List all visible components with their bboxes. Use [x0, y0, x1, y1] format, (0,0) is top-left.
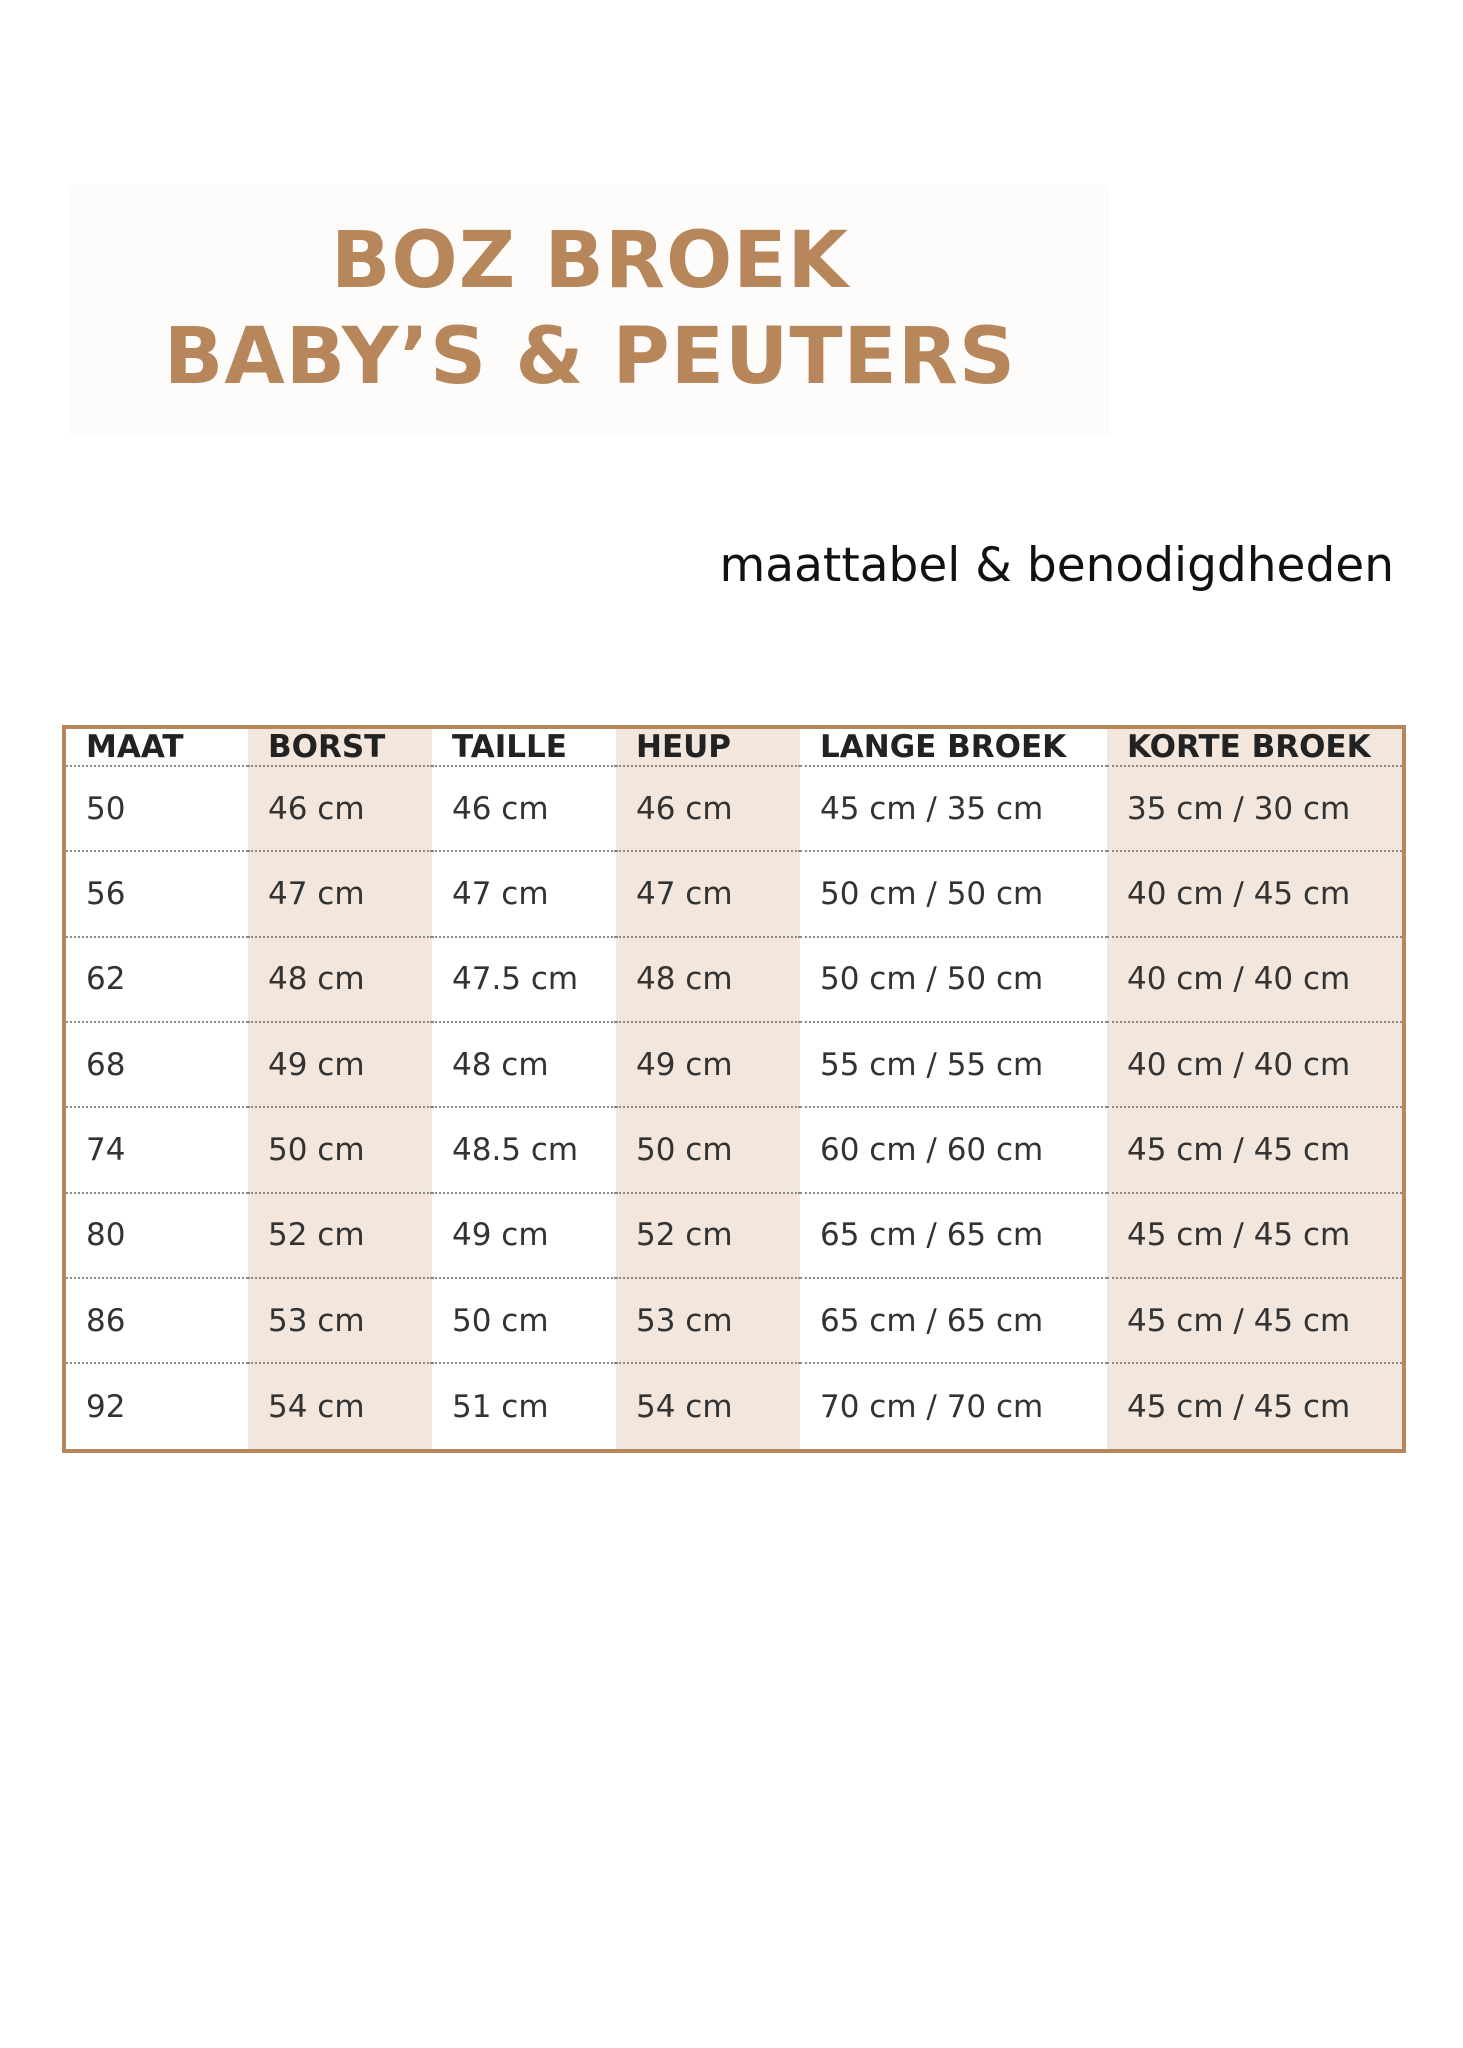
cell-heup: 53 cm: [616, 1278, 800, 1363]
cell-korte-broek: 45 cm / 45 cm: [1107, 1107, 1404, 1192]
table-row: [64, 1278, 1404, 1363]
header-korte-broek: KORTE BROEK: [1107, 727, 1404, 766]
cell-heup: 47 cm: [616, 851, 800, 936]
cell-heup: 50 cm: [616, 1107, 800, 1192]
cell-korte-broek: 45 cm / 45 cm: [1107, 1278, 1404, 1363]
cell-lange-broek: 50 cm / 50 cm: [800, 937, 1107, 1022]
cell-maat: 86: [64, 1278, 248, 1363]
cell-maat: 50: [64, 766, 248, 851]
cell-taille: 51 cm: [452, 1388, 549, 1425]
cell-lange-broek: 45 cm / 35 cm: [800, 766, 1107, 851]
cell-korte-broek: 40 cm / 45 cm: [1107, 851, 1404, 936]
cell-lange-broek: 65 cm / 65 cm: [800, 1278, 1107, 1363]
table-row: [64, 1107, 1404, 1192]
cell-borst: 52 cm: [248, 1193, 432, 1278]
cell-borst: 49 cm: [248, 1022, 432, 1107]
cell-taille: 47.5 cm: [432, 937, 616, 1022]
table-header-row: [64, 727, 1404, 766]
cell-maat: 74: [64, 1107, 248, 1192]
cell-taille: 46 cm: [432, 766, 616, 851]
cell-borst: 48 cm: [248, 937, 432, 1022]
header-borst: BORST: [248, 727, 432, 766]
cell-korte-broek: 40 cm / 40 cm: [1107, 937, 1404, 1022]
cell-maat: 68: [64, 1022, 248, 1107]
cell-borst: 46 cm: [248, 766, 432, 851]
header-lange-broek: LANGE BROEK: [800, 727, 1107, 766]
cell-korte-broek: 35 cm / 30 cm: [1107, 766, 1404, 851]
cell-taille: 49 cm: [432, 1193, 616, 1278]
cell-borst: 47 cm: [248, 851, 432, 936]
table-row: [64, 937, 1404, 1022]
cell-borst: 54 cm: [248, 1363, 432, 1451]
title-block: [70, 185, 1110, 435]
header-heup: HEUP: [616, 727, 800, 766]
cell-lange-broek: 50 cm / 50 cm: [800, 851, 1107, 936]
cell-korte-broek: 45 cm / 45 cm: [1107, 1363, 1404, 1451]
cell-taille: 48.5 cm: [432, 1107, 616, 1192]
cell-maat: 80: [64, 1193, 248, 1278]
cell-maat: 62: [64, 937, 248, 1022]
cell-taille: 50 cm: [432, 1278, 616, 1363]
cell-taille: 47 cm: [432, 851, 616, 936]
cell-lange-broek: 55 cm / 55 cm: [800, 1022, 1107, 1107]
size-chart-table: [62, 725, 1406, 1453]
cell-korte-broek: 40 cm / 40 cm: [1107, 1022, 1404, 1107]
table-row: [64, 1193, 1404, 1278]
cell-heup: 54 cm: [616, 1363, 800, 1451]
cell-borst: 50 cm: [248, 1107, 432, 1192]
page-title-line-2: BABY’S & PEUTERS: [163, 312, 1017, 402]
cell-maat: 56: [64, 851, 248, 936]
table-row: [64, 1022, 1404, 1107]
cell-heup: 46 cm: [616, 766, 800, 851]
cell-maat: 92: [86, 1388, 126, 1425]
header-taille: TAILLE: [432, 727, 616, 766]
cell-borst: 53 cm: [248, 1278, 432, 1363]
cell-heup: 49 cm: [616, 1022, 800, 1107]
cell-lange-broek: 60 cm / 60 cm: [800, 1107, 1107, 1192]
header-maat: MAAT: [64, 727, 248, 766]
table-row: [64, 851, 1404, 936]
cell-heup: 48 cm: [616, 937, 800, 1022]
cell-taille: 48 cm: [432, 1022, 616, 1107]
cell-korte-broek: 45 cm / 45 cm: [1107, 1193, 1404, 1278]
cell-lange-broek: 70 cm / 70 cm: [820, 1388, 1044, 1425]
cell-heup: 52 cm: [616, 1193, 800, 1278]
cell-lange-broek: 65 cm / 65 cm: [800, 1193, 1107, 1278]
table-row: [64, 1363, 1404, 1451]
page-subtitle: maattabel & benodigdheden: [719, 538, 1394, 593]
page-title-line-1: BOZ BROEK: [330, 216, 850, 306]
table-row: [64, 766, 1404, 851]
